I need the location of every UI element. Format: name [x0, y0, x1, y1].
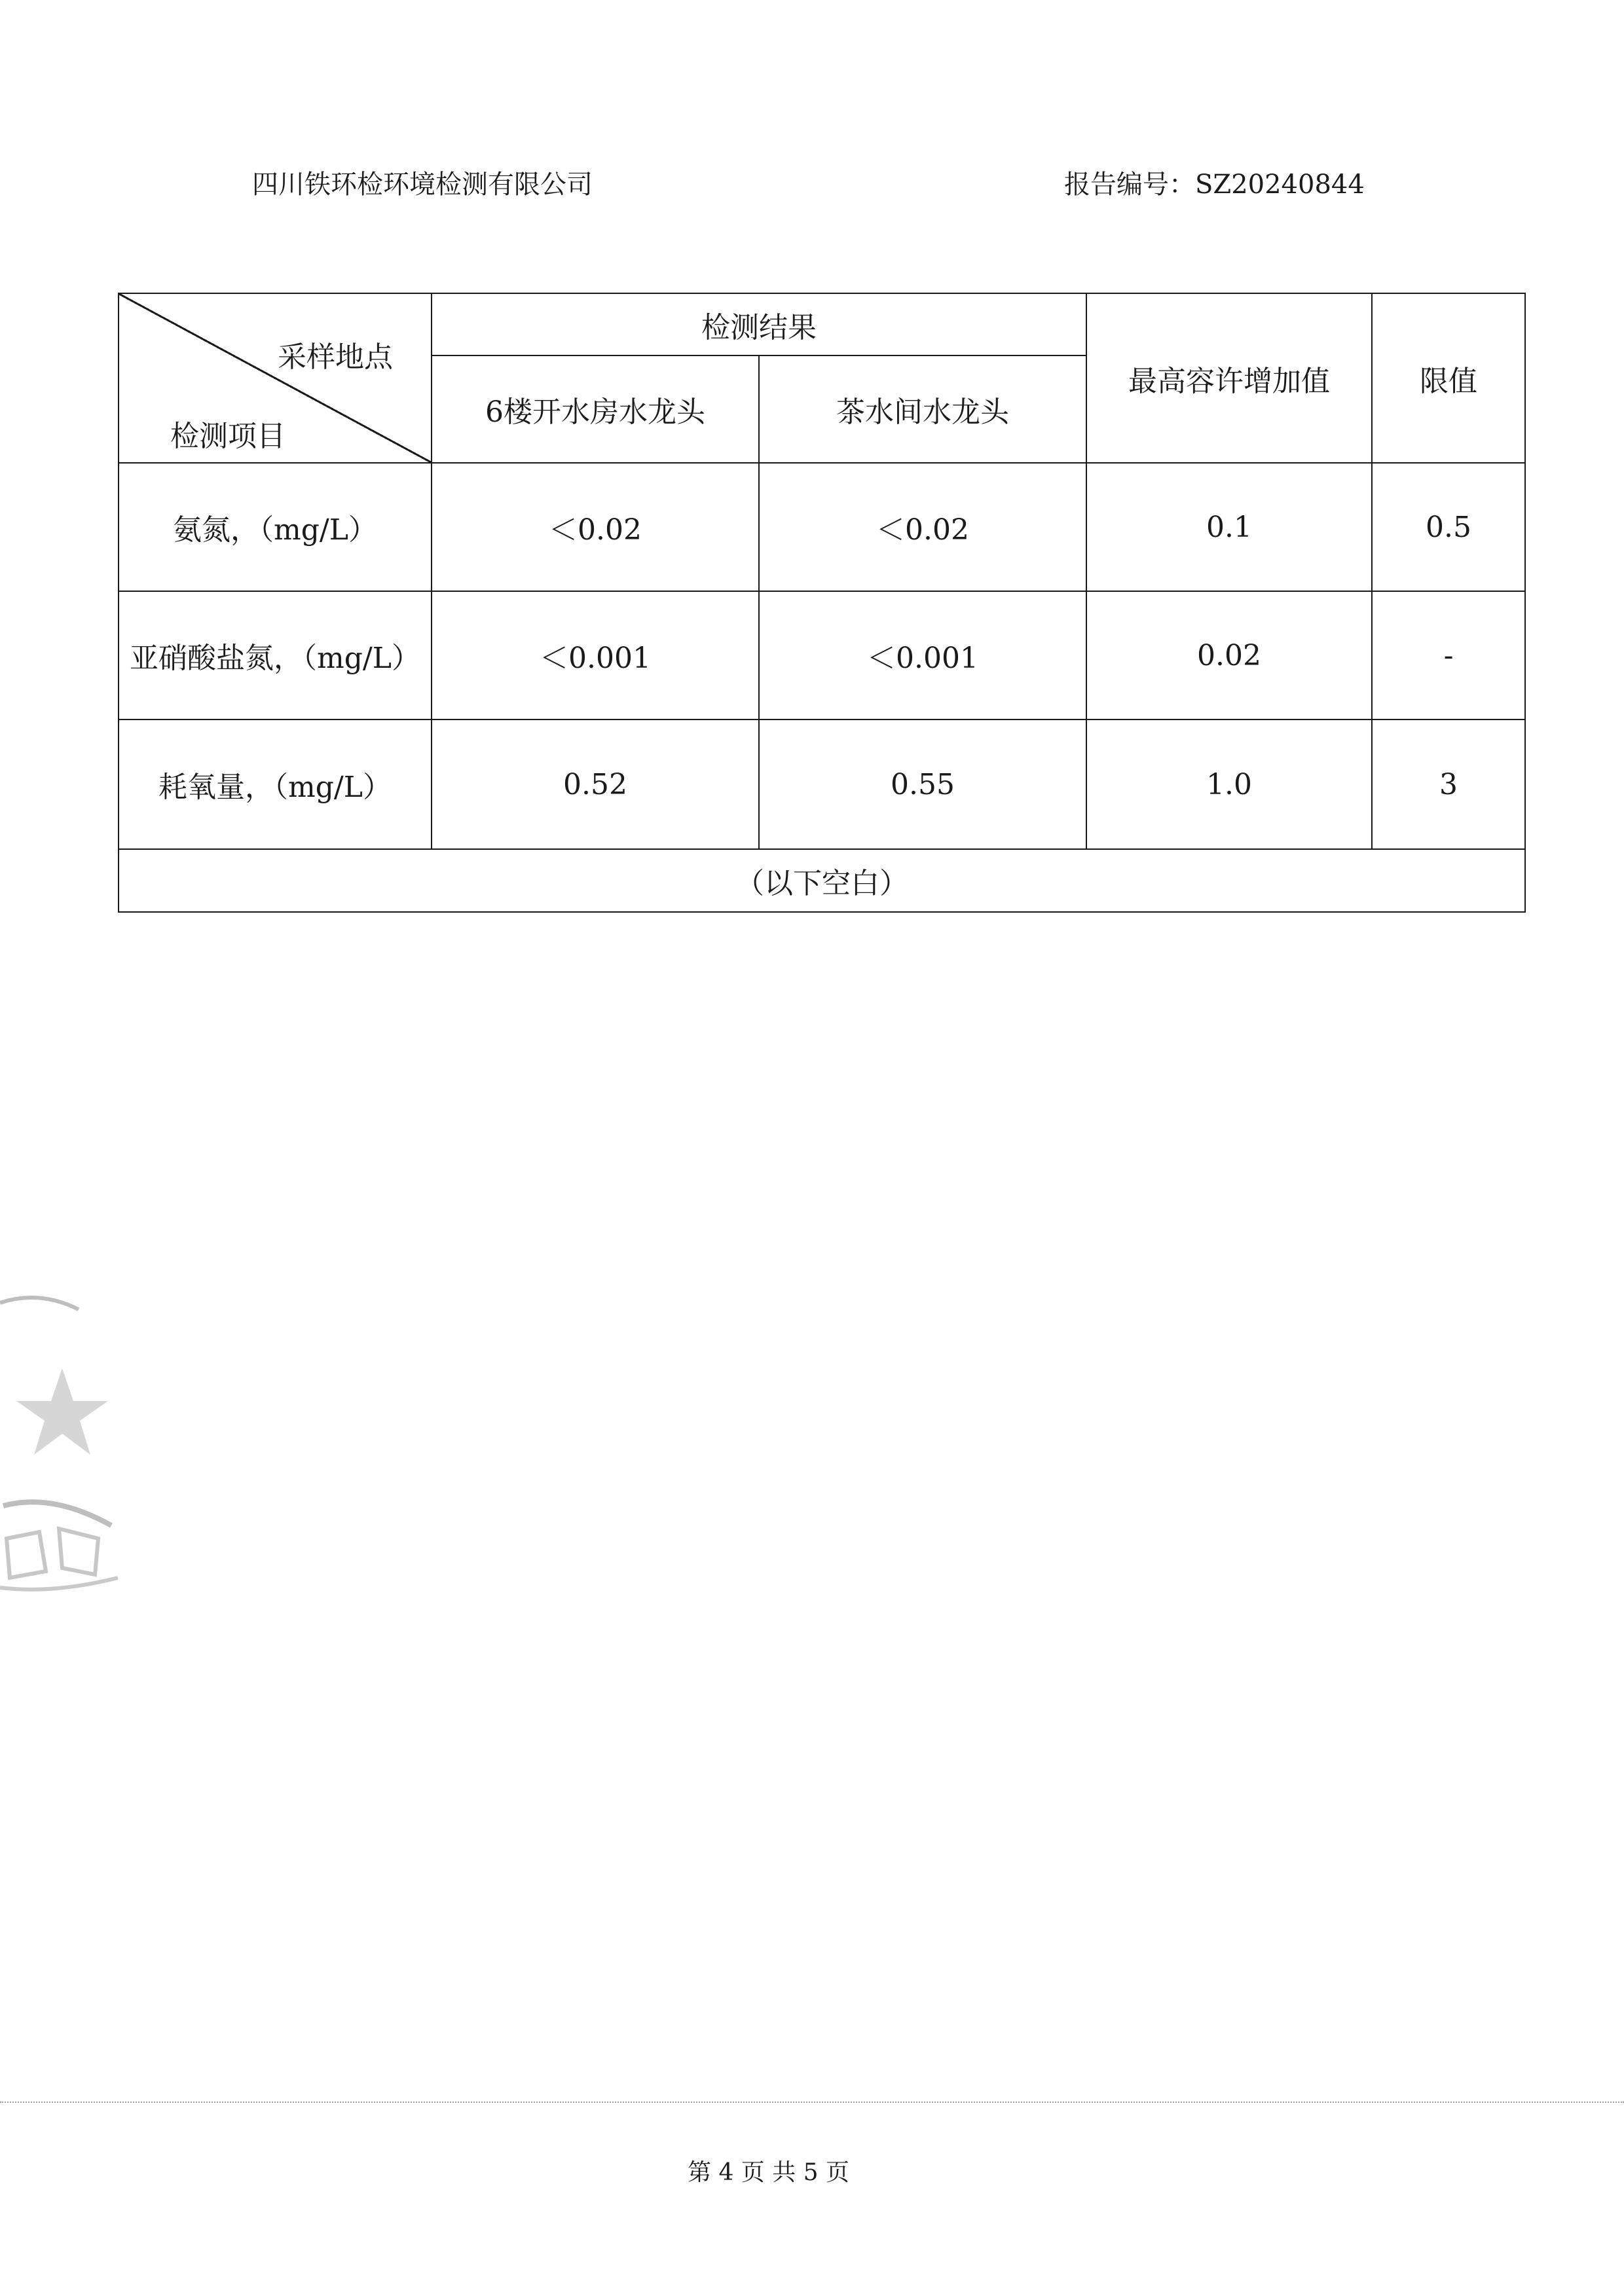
blank-note: （以下空白） [119, 849, 1525, 912]
max-increase-value: 0.02 [1086, 591, 1372, 720]
site2-value: ＜0.02 [759, 463, 1086, 591]
diagonal-header-cell [119, 293, 432, 463]
sampling-location-label: 采样地点 [278, 340, 393, 374]
table-row [119, 591, 1525, 720]
company-name: 四川铁环检环境检测有限公司 [252, 170, 593, 200]
footer-divider [0, 2102, 1624, 2103]
max-increase-header: 最高容许增加值 [1086, 293, 1372, 463]
page-number: 第 4 页 共 5 页 [688, 2159, 850, 2186]
results-group-header: 检测结果 [432, 293, 1086, 355]
limit-value: 3 [1372, 720, 1525, 849]
site2-value: ＜0.001 [759, 591, 1086, 720]
item-cell: 亚硝酸盐氮，（mg/L） [119, 591, 432, 720]
max-increase-value: 1.0 [1086, 720, 1372, 849]
table-row [119, 720, 1525, 849]
site2-header: 茶水间水龙头 [759, 355, 1086, 463]
table-row [119, 463, 1525, 591]
item-cell: 耗氧量，（mg/L） [119, 720, 432, 849]
max-increase-value: 0.1 [1086, 463, 1372, 591]
item-cell: 氨氮，（mg/L） [119, 463, 432, 591]
site1-value: 0.52 [432, 720, 759, 849]
results-table [118, 293, 1526, 913]
limit-value: - [1372, 591, 1525, 720]
blank-note-row [119, 849, 1525, 912]
table-header-row [119, 293, 1525, 355]
test-item-label: 检测项目 [170, 420, 286, 453]
site1-header: 6楼开水房水龙头 [432, 355, 759, 463]
limit-value: 0.5 [1372, 463, 1525, 591]
limit-header: 限值 [1372, 293, 1525, 463]
site1-value: ＜0.001 [432, 591, 759, 720]
report-number: 报告编号：SZ20240844 [1064, 170, 1365, 200]
site1-value: ＜0.02 [432, 463, 759, 591]
site2-value: 0.55 [759, 720, 1086, 849]
partial-seal-stamp [0, 1264, 124, 1604]
